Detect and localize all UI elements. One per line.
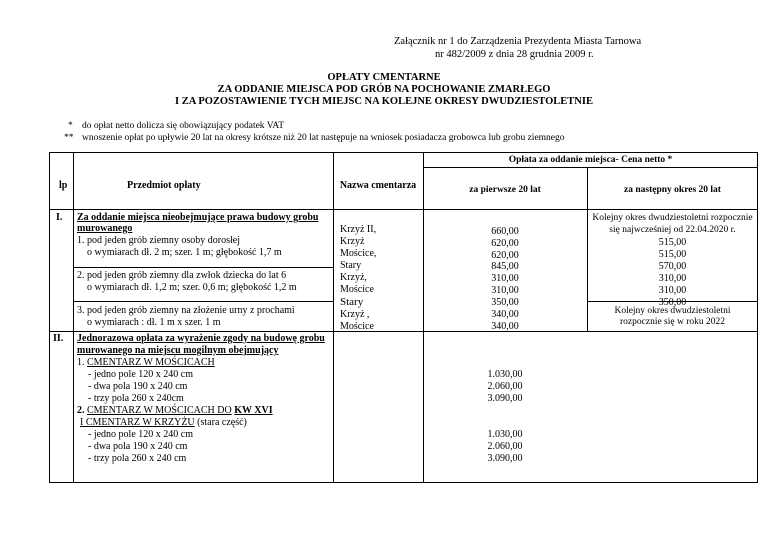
plot-option: - dwa pola 190 x 240 cm xyxy=(88,441,188,452)
section-2-title-cont: murowanego na miejscu mogilnym obejmujący xyxy=(77,345,279,356)
note-2-marker: ** xyxy=(64,133,74,143)
note-2-text: wnoszenie opłat po upływie 20 lat na okresy krótsze niż 20 lat następuje na wniosek posiadacza grobowca lub grobu ziemnego xyxy=(82,133,565,143)
section-1-title: Za oddanie miejsca nieobejmujące prawa budowy grobu xyxy=(77,212,319,223)
next-period-note-2: Kolejny okres dwudziestoletni xyxy=(614,306,731,316)
cemetery-name: Krzyż II, xyxy=(340,224,377,235)
cemetery-name: Krzyż , xyxy=(340,309,370,320)
plot-option: - trzy pola 260 x 240 cm xyxy=(88,453,187,464)
price-first: 340,00 xyxy=(491,321,519,332)
col-group-header: Opłata za oddanie miejsca- Cena netto * xyxy=(508,155,673,165)
section-1-item-1: 1. pod jeden grób ziemny osoby dorosłej xyxy=(77,235,241,246)
col-next-header: za następny okres 20 lat xyxy=(624,185,721,195)
cemetery-name: Mościce xyxy=(340,284,374,295)
cemetery-2-name-cont: I CMENTARZ W KRZYŻU xyxy=(80,417,195,428)
price-first: 350,00 xyxy=(491,297,519,308)
price-first: 845,00 xyxy=(491,261,519,272)
price-first: 2.060,00 xyxy=(487,381,523,392)
section-2-lp: II. xyxy=(53,333,64,344)
price-first: 620,00 xyxy=(491,238,519,249)
section-1-item-2-dims: o wymiarach dł. 1,2 m; szer. 0,6 m; głębokość 1,2 m xyxy=(87,282,297,293)
col-cemetery-header: Nazwa cmentarza xyxy=(339,180,417,191)
price-first: 1.030,00 xyxy=(487,369,523,380)
cemetery-name: Mościce xyxy=(340,321,374,332)
next-period-note-2-cont: rozpocznie się w roku 2022 xyxy=(620,317,725,327)
note-1-text: do opłat netto dolicza się obowiązujący podatek VAT xyxy=(82,121,285,131)
section-1-item-3-dims: o wymiarach : dł. 1 m x szer. 1 m xyxy=(87,317,221,328)
price-first: 2.060,00 xyxy=(487,441,523,452)
cemetery-2-name-bold: KW XVI xyxy=(234,405,273,416)
price-next: 515,00 xyxy=(658,249,687,260)
price-first: 620,00 xyxy=(491,250,519,261)
header-line-1: Załącznik nr 1 do Zarządzenia Prezydenta Miasta Tarnowa xyxy=(394,36,642,47)
title-line-2: ZA ODDANIE MIEJSCA POD GRÓB NA POCHOWANIE ZMARŁEGO xyxy=(217,84,551,95)
cemetery-1-heading xyxy=(77,358,215,368)
section-1-item-2: 2. pod jeden grób ziemny dla zwłok dziecka do lat 6 xyxy=(77,270,287,281)
col-first-header: za pierwsze 20 lat xyxy=(469,185,541,195)
header-line-2: nr 482/2009 z dnia 28 grudnia 2009 r. xyxy=(435,49,594,60)
col-item-header: Przedmiot opłaty xyxy=(127,180,201,191)
section-1-item-1-dims: o wymiarach dł. 2 m; szer. 1 m; głębokość 1,7 m xyxy=(87,247,282,258)
price-first: 3.090,00 xyxy=(487,393,523,404)
cemetery-1-number: 1. xyxy=(77,357,85,368)
price-next: 310,00 xyxy=(658,273,687,284)
cemetery-name: Stary xyxy=(340,296,364,308)
price-next: 515,00 xyxy=(658,237,687,248)
cemetery-2-name-suffix: (stara część) xyxy=(197,417,247,428)
col-lp-header: lp xyxy=(59,180,68,191)
plot-option: - jedno pole 120 x 240 cm xyxy=(88,369,193,380)
price-first: 310,00 xyxy=(491,285,519,296)
cemetery-1-name: CMENTARZ W MOŚCICACH xyxy=(87,357,215,368)
section-1-lp: I. xyxy=(56,212,63,223)
next-period-note-cont: się najwcześniej od 22.04.2020 r. xyxy=(609,225,736,235)
price-first: 310,00 xyxy=(491,273,519,284)
title-line-1: OPŁATY CMENTARNE xyxy=(327,72,441,83)
plot-option: - dwa pola 190 x 240 cm xyxy=(88,381,188,392)
title-line-3: I ZA POZOSTAWIENIE TYCH MIEJSC NA KOLEJNE OKRESY DWUDZIESTOLETNIE xyxy=(175,96,593,107)
price-first: 660,00 xyxy=(491,226,519,237)
cemetery-2-heading-line-2 xyxy=(80,418,247,428)
price-first: 340,00 xyxy=(491,309,519,320)
note-1-marker: * xyxy=(68,121,73,131)
price-first: 3.090,00 xyxy=(487,453,523,464)
cemetery-2-number: 2. xyxy=(77,405,85,416)
cemetery-2-heading xyxy=(77,406,273,416)
cemetery-name: Mościce, xyxy=(340,248,377,259)
price-first: 1.030,00 xyxy=(487,429,523,440)
price-next: 350,00 xyxy=(658,297,687,308)
plot-option: - trzy pola 260 x 240cm xyxy=(88,393,184,404)
cemetery-2-name: CMENTARZ W MOŚCICACH DO xyxy=(87,405,232,416)
section-2-title: Jednorazowa opłata za wyrażenie zgody na budowę grobu xyxy=(77,333,325,344)
section-1-item-3: 3. pod jeden grób ziemny na złożenie urny z prochami xyxy=(77,305,295,316)
price-next: 570,00 xyxy=(658,261,687,272)
section-1-title-cont: murowanego xyxy=(77,223,133,234)
next-period-note: Kolejny okres dwudziestoletni rozpocznie xyxy=(592,213,753,223)
plot-option: - jedno pole 120 x 240 cm xyxy=(88,429,193,440)
cemetery-name: Krzyż xyxy=(340,236,365,247)
cemetery-name: Stary xyxy=(340,260,362,271)
price-next: 310,00 xyxy=(658,285,687,296)
cemetery-name: Krzyż, xyxy=(340,272,367,283)
